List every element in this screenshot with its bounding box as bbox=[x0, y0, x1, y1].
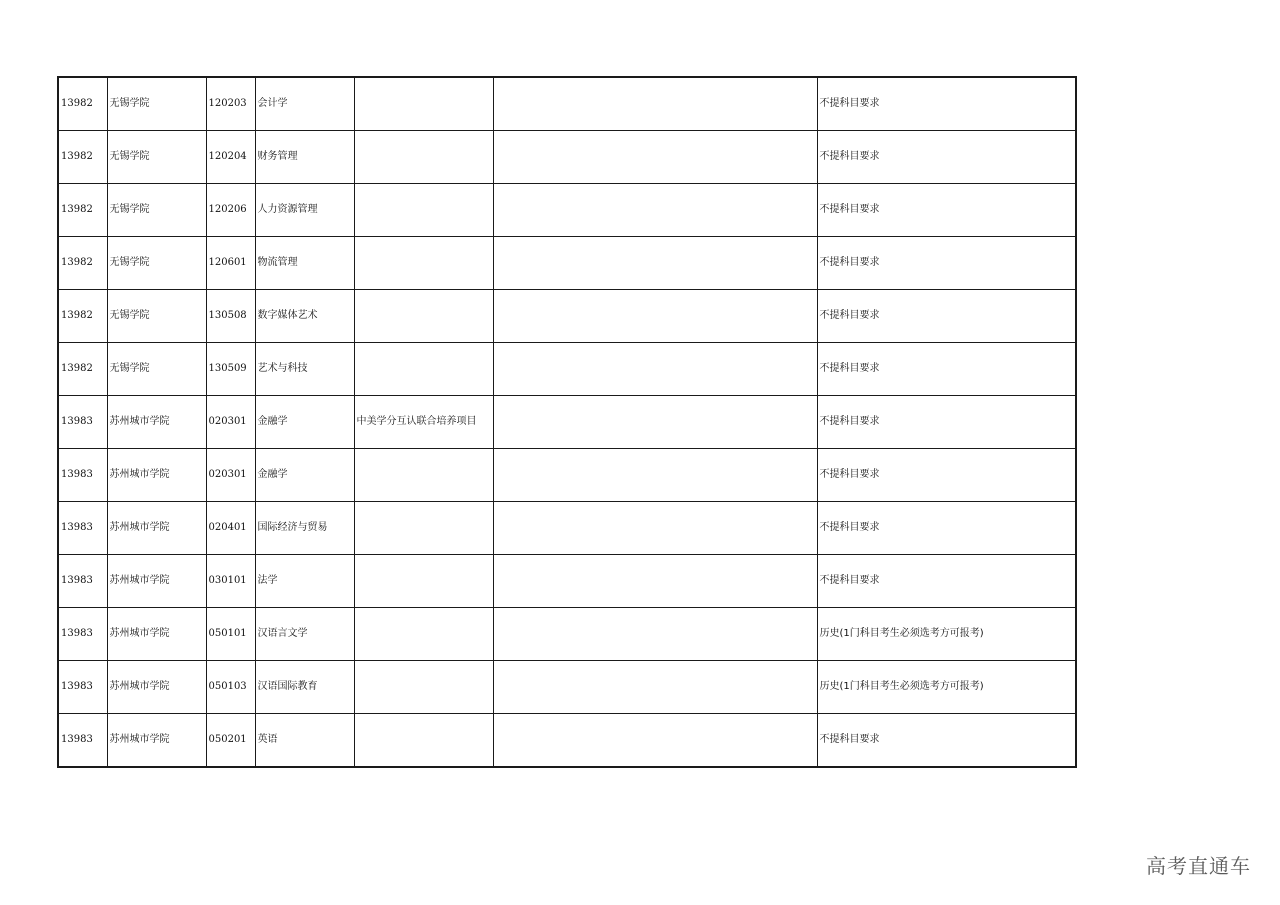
school-code-cell: 13982 bbox=[58, 290, 107, 343]
table-row bbox=[58, 661, 1076, 714]
school-name-cell: 苏州城市学院 bbox=[107, 449, 206, 502]
school-name-cell: 苏州城市学院 bbox=[107, 661, 206, 714]
major-name-cell: 会计学 bbox=[255, 77, 354, 131]
major-code-cell: 120206 bbox=[206, 184, 255, 237]
extra-cell bbox=[493, 290, 817, 343]
program-note-cell bbox=[354, 555, 493, 608]
major-code-cell: 050101 bbox=[206, 608, 255, 661]
program-note-cell: 中美学分互认联合培养项目 bbox=[354, 396, 493, 449]
school-code-cell: 13983 bbox=[58, 396, 107, 449]
program-note-cell bbox=[354, 77, 493, 131]
program-note-cell bbox=[354, 714, 493, 768]
extra-cell bbox=[493, 661, 817, 714]
program-note-cell bbox=[354, 290, 493, 343]
extra-cell bbox=[493, 237, 817, 290]
extra-cell bbox=[493, 714, 817, 768]
school-code-cell: 13982 bbox=[58, 131, 107, 184]
table-row bbox=[58, 290, 1076, 343]
program-note-cell bbox=[354, 237, 493, 290]
extra-cell bbox=[493, 396, 817, 449]
subject-requirement-cell: 不提科目要求 bbox=[817, 77, 1076, 131]
major-name-cell: 人力资源管理 bbox=[255, 184, 354, 237]
table-row bbox=[58, 237, 1076, 290]
table-row bbox=[58, 449, 1076, 502]
major-code-cell: 120204 bbox=[206, 131, 255, 184]
major-code-cell: 050201 bbox=[206, 714, 255, 768]
school-name-cell: 无锡学院 bbox=[107, 184, 206, 237]
table-row bbox=[58, 714, 1076, 768]
major-name-cell: 数字媒体艺术 bbox=[255, 290, 354, 343]
extra-cell bbox=[493, 343, 817, 396]
major-code-cell: 120601 bbox=[206, 237, 255, 290]
subject-requirement-cell: 历史(1门科目考生必须选考方可报考) bbox=[817, 661, 1076, 714]
school-name-cell: 苏州城市学院 bbox=[107, 555, 206, 608]
school-code-cell: 13983 bbox=[58, 714, 107, 768]
major-code-cell: 020401 bbox=[206, 502, 255, 555]
subject-requirement-cell: 不提科目要求 bbox=[817, 396, 1076, 449]
program-note-cell bbox=[354, 184, 493, 237]
table-row bbox=[58, 131, 1076, 184]
school-name-cell: 无锡学院 bbox=[107, 77, 206, 131]
table-body bbox=[58, 77, 1076, 767]
school-name-cell: 无锡学院 bbox=[107, 131, 206, 184]
major-name-cell: 金融学 bbox=[255, 449, 354, 502]
school-name-cell: 苏州城市学院 bbox=[107, 608, 206, 661]
subject-requirement-cell: 历史(1门科目考生必须选考方可报考) bbox=[817, 608, 1076, 661]
major-code-cell: 030101 bbox=[206, 555, 255, 608]
school-code-cell: 13983 bbox=[58, 608, 107, 661]
watermark-text: 高考直通车 bbox=[1146, 854, 1251, 878]
subject-requirement-cell: 不提科目要求 bbox=[817, 290, 1076, 343]
school-code-cell: 13982 bbox=[58, 343, 107, 396]
school-code-cell: 13983 bbox=[58, 502, 107, 555]
program-note-cell bbox=[354, 502, 493, 555]
major-code-cell: 050103 bbox=[206, 661, 255, 714]
major-name-cell: 财务管理 bbox=[255, 131, 354, 184]
school-name-cell: 无锡学院 bbox=[107, 343, 206, 396]
major-name-cell: 英语 bbox=[255, 714, 354, 768]
table-row bbox=[58, 184, 1076, 237]
school-code-cell: 13982 bbox=[58, 77, 107, 131]
subject-requirement-cell: 不提科目要求 bbox=[817, 449, 1076, 502]
major-code-cell: 020301 bbox=[206, 396, 255, 449]
school-code-cell: 13983 bbox=[58, 555, 107, 608]
table-row bbox=[58, 343, 1076, 396]
program-note-cell bbox=[354, 661, 493, 714]
major-name-cell: 金融学 bbox=[255, 396, 354, 449]
admission-requirements-table bbox=[57, 76, 1077, 768]
table-row bbox=[58, 502, 1076, 555]
school-code-cell: 13982 bbox=[58, 184, 107, 237]
subject-requirement-cell: 不提科目要求 bbox=[817, 502, 1076, 555]
table-row bbox=[58, 555, 1076, 608]
school-name-cell: 苏州城市学院 bbox=[107, 502, 206, 555]
school-name-cell: 无锡学院 bbox=[107, 237, 206, 290]
major-name-cell: 艺术与科技 bbox=[255, 343, 354, 396]
extra-cell bbox=[493, 184, 817, 237]
program-note-cell bbox=[354, 131, 493, 184]
major-code-cell: 120203 bbox=[206, 77, 255, 131]
major-name-cell: 汉语国际教育 bbox=[255, 661, 354, 714]
major-name-cell: 国际经济与贸易 bbox=[255, 502, 354, 555]
program-note-cell bbox=[354, 608, 493, 661]
extra-cell bbox=[493, 449, 817, 502]
program-note-cell bbox=[354, 449, 493, 502]
school-name-cell: 苏州城市学院 bbox=[107, 714, 206, 768]
school-name-cell: 无锡学院 bbox=[107, 290, 206, 343]
major-code-cell: 130509 bbox=[206, 343, 255, 396]
table-row bbox=[58, 77, 1076, 131]
subject-requirement-cell: 不提科目要求 bbox=[817, 184, 1076, 237]
subject-requirement-cell: 不提科目要求 bbox=[817, 131, 1076, 184]
major-name-cell: 物流管理 bbox=[255, 237, 354, 290]
program-note-cell bbox=[354, 343, 493, 396]
major-name-cell: 汉语言文学 bbox=[255, 608, 354, 661]
major-name-cell: 法学 bbox=[255, 555, 354, 608]
school-code-cell: 13982 bbox=[58, 237, 107, 290]
school-code-cell: 13983 bbox=[58, 449, 107, 502]
school-name-cell: 苏州城市学院 bbox=[107, 396, 206, 449]
subject-requirement-cell: 不提科目要求 bbox=[817, 714, 1076, 768]
major-code-cell: 130508 bbox=[206, 290, 255, 343]
table-row bbox=[58, 396, 1076, 449]
major-code-cell: 020301 bbox=[206, 449, 255, 502]
subject-requirement-cell: 不提科目要求 bbox=[817, 237, 1076, 290]
extra-cell bbox=[493, 131, 817, 184]
extra-cell bbox=[493, 608, 817, 661]
extra-cell bbox=[493, 502, 817, 555]
table-row bbox=[58, 608, 1076, 661]
extra-cell bbox=[493, 555, 817, 608]
subject-requirement-cell: 不提科目要求 bbox=[817, 343, 1076, 396]
subject-requirement-cell: 不提科目要求 bbox=[817, 555, 1076, 608]
school-code-cell: 13983 bbox=[58, 661, 107, 714]
extra-cell bbox=[493, 77, 817, 131]
